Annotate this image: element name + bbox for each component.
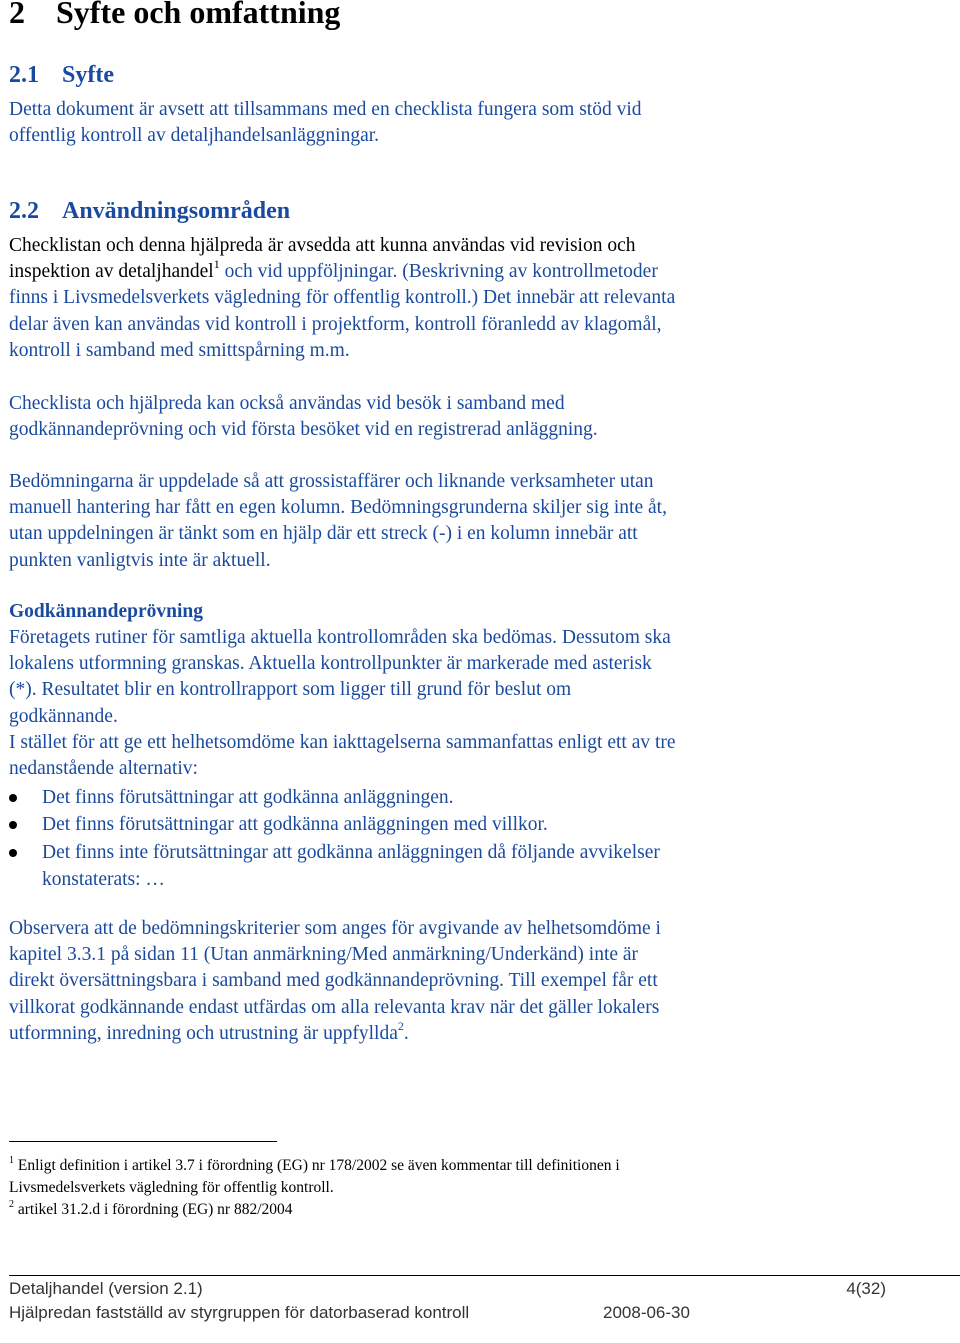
list-item-text: Det finns inte förutsättningar att godkänna anläggningen då följande avvikelser bbox=[42, 841, 660, 863]
bullet-icon bbox=[9, 849, 17, 857]
paragraph-line: Observera att de bedömningskriterier som anges för avgivande av helhetsomdöme i bbox=[9, 918, 661, 939]
alternatives-list bbox=[0, 784, 960, 893]
paragraph-line: lokalens utformning granskas. Aktuella kontrollpunkter är markerade med asterisk bbox=[9, 653, 652, 675]
footnote-1-continuation: Livsmedelsverkets vägledning för offentlig kontroll. bbox=[9, 1179, 334, 1196]
list-item bbox=[0, 839, 960, 866]
text-run: utformning, inredning och utrustning är uppfyllda bbox=[9, 1022, 398, 1044]
paragraph-line: I stället för att ge ett helhetsomdöme kan iakttagelserna sammanfattas enligt ett av tre bbox=[9, 731, 676, 753]
approval-paragraph bbox=[9, 625, 959, 782]
paragraph-line bbox=[9, 259, 959, 285]
paragraph-line bbox=[9, 1018, 959, 1047]
footer-approval-text: Hjälpredan fastställd av styrgruppen för datorbaserad kontroll bbox=[9, 1303, 470, 1322]
footnote-separator bbox=[9, 1141, 277, 1142]
footnote-text: artikel 31.2.d i förordning (EG) nr 882/2004 bbox=[14, 1201, 293, 1218]
paragraph-line: utan uppdelningen är tänkt som en hjälp där ett streck (-) i en kolumn innebär att bbox=[9, 523, 638, 545]
observation-paragraph bbox=[9, 916, 959, 1047]
heading-text: Godkännandeprövning bbox=[9, 601, 204, 622]
paragraph-line: offentlig kontroll av detaljhandelsanläggningar. bbox=[9, 125, 380, 147]
bullet-icon bbox=[9, 821, 17, 829]
section-heading bbox=[9, 0, 340, 31]
footnote-number: 1 bbox=[9, 1155, 14, 1166]
syfte-paragraph bbox=[9, 97, 959, 149]
footer-row bbox=[9, 1279, 886, 1303]
paragraph-line: Checklistan och denna hjälpreda är avsedda att kunna användas vid revision och bbox=[9, 235, 636, 256]
paragraph-line: Företagets rutiner för samtliga aktuella kontrollområden ska bedömas. Dessutom ska bbox=[9, 627, 671, 648]
list-item-text: Det finns förutsättningar att godkänna anläggningen. bbox=[42, 787, 454, 808]
footnote-text: Enligt definition i artikel 3.7 i förordning (EG) nr 178/2002 se även kommentar till definitionen i bbox=[14, 1157, 620, 1174]
page-footer bbox=[9, 1279, 886, 1327]
subsection-heading-anvandningsomraden bbox=[9, 198, 290, 225]
text-run: . bbox=[403, 1022, 409, 1044]
footer-date: 2008-06-30 bbox=[603, 1303, 690, 1322]
paragraph-line: kontroll i samband med smittspårning m.m. bbox=[9, 339, 350, 361]
paragraph-line: delar även kan användas vid kontroll i projektform, kontroll föranledd av klagomål, bbox=[9, 313, 662, 335]
paragraph-line: manuell hantering har fått en egen kolumn. Bedömningsgrunderna skiljer sig inte åt, bbox=[9, 497, 667, 519]
paragraph-line: godkännandeprövning och vid första besöket vid en registrerad anläggning. bbox=[9, 419, 598, 441]
paragraph-line: finns i Livsmedelsverkets vägledning för offentlig kontroll.) Det innebär att relevanta bbox=[9, 287, 676, 309]
checklist-paragraph bbox=[9, 391, 959, 443]
footer-separator bbox=[9, 1275, 960, 1276]
bullet-icon bbox=[9, 794, 17, 802]
footer-row bbox=[9, 1303, 886, 1327]
paragraph-line: godkännande. bbox=[9, 705, 118, 727]
subsection-number: 2.1 bbox=[9, 62, 39, 88]
footnote-2 bbox=[9, 1199, 620, 1221]
footnote-number: 2 bbox=[9, 1199, 14, 1210]
footnotes bbox=[9, 1155, 620, 1221]
paragraph-line: punkten vanligtvis inte är aktuell. bbox=[9, 549, 271, 571]
paragraph-line: kapitel 3.3.1 på sidan 11 (Utan anmärkning/Med anmärkning/Underkänd) inte är bbox=[9, 944, 639, 966]
paragraph-line: Bedömningarna är uppdelade så att grossistaffärer och liknande verksamheter utan bbox=[9, 471, 654, 492]
text-run: och vid uppföljningar. (Beskrivning av kontrollmetoder bbox=[219, 261, 658, 283]
subsection-title: Syfte bbox=[62, 62, 114, 88]
assessment-paragraph bbox=[9, 469, 959, 574]
footnote-1 bbox=[9, 1155, 620, 1177]
subsection-title: Användningsområden bbox=[62, 198, 291, 224]
list-item-text: konstaterats: … bbox=[42, 868, 165, 890]
section-title: Syfte och omfattning bbox=[56, 0, 341, 30]
section-number: 2 bbox=[9, 0, 25, 30]
subsection-heading-syfte bbox=[9, 62, 114, 89]
list-item bbox=[0, 784, 960, 811]
footnote-ref: 1 bbox=[213, 257, 220, 272]
scope-paragraph bbox=[9, 233, 959, 364]
list-item bbox=[0, 811, 960, 838]
footer-document-name: Detaljhandel (version 2.1) bbox=[9, 1279, 203, 1298]
list-item-text: Det finns förutsättningar att godkänna anläggningen med villkor. bbox=[42, 814, 548, 836]
paragraph-line: direkt översättningsbara i samband med godkännandeprövning. Till exempel får ett bbox=[9, 970, 658, 992]
footer-page-number: 4(32) bbox=[846, 1279, 886, 1298]
approval-heading bbox=[9, 599, 959, 625]
paragraph-line: Detta dokument är avsett att tillsammans med en checklista fungera som stöd vid bbox=[9, 99, 642, 120]
paragraph-line: villkorat godkännande endast utfärdas om alla relevanta krav när det gäller lokalers bbox=[9, 996, 660, 1018]
list-item-continuation bbox=[0, 866, 960, 893]
footnote-ref: 2 bbox=[397, 1018, 404, 1033]
text-run: inspektion av detaljhandel bbox=[9, 261, 214, 283]
subsection-number: 2.2 bbox=[9, 198, 39, 224]
paragraph-line: nedanstående alternativ: bbox=[9, 758, 198, 780]
paragraph-line: Checklista och hjälpreda kan också användas vid besök i samband med bbox=[9, 393, 565, 414]
paragraph-line: (*). Resultatet blir en kontrollrapport som ligger till grund för beslut om bbox=[9, 679, 572, 701]
